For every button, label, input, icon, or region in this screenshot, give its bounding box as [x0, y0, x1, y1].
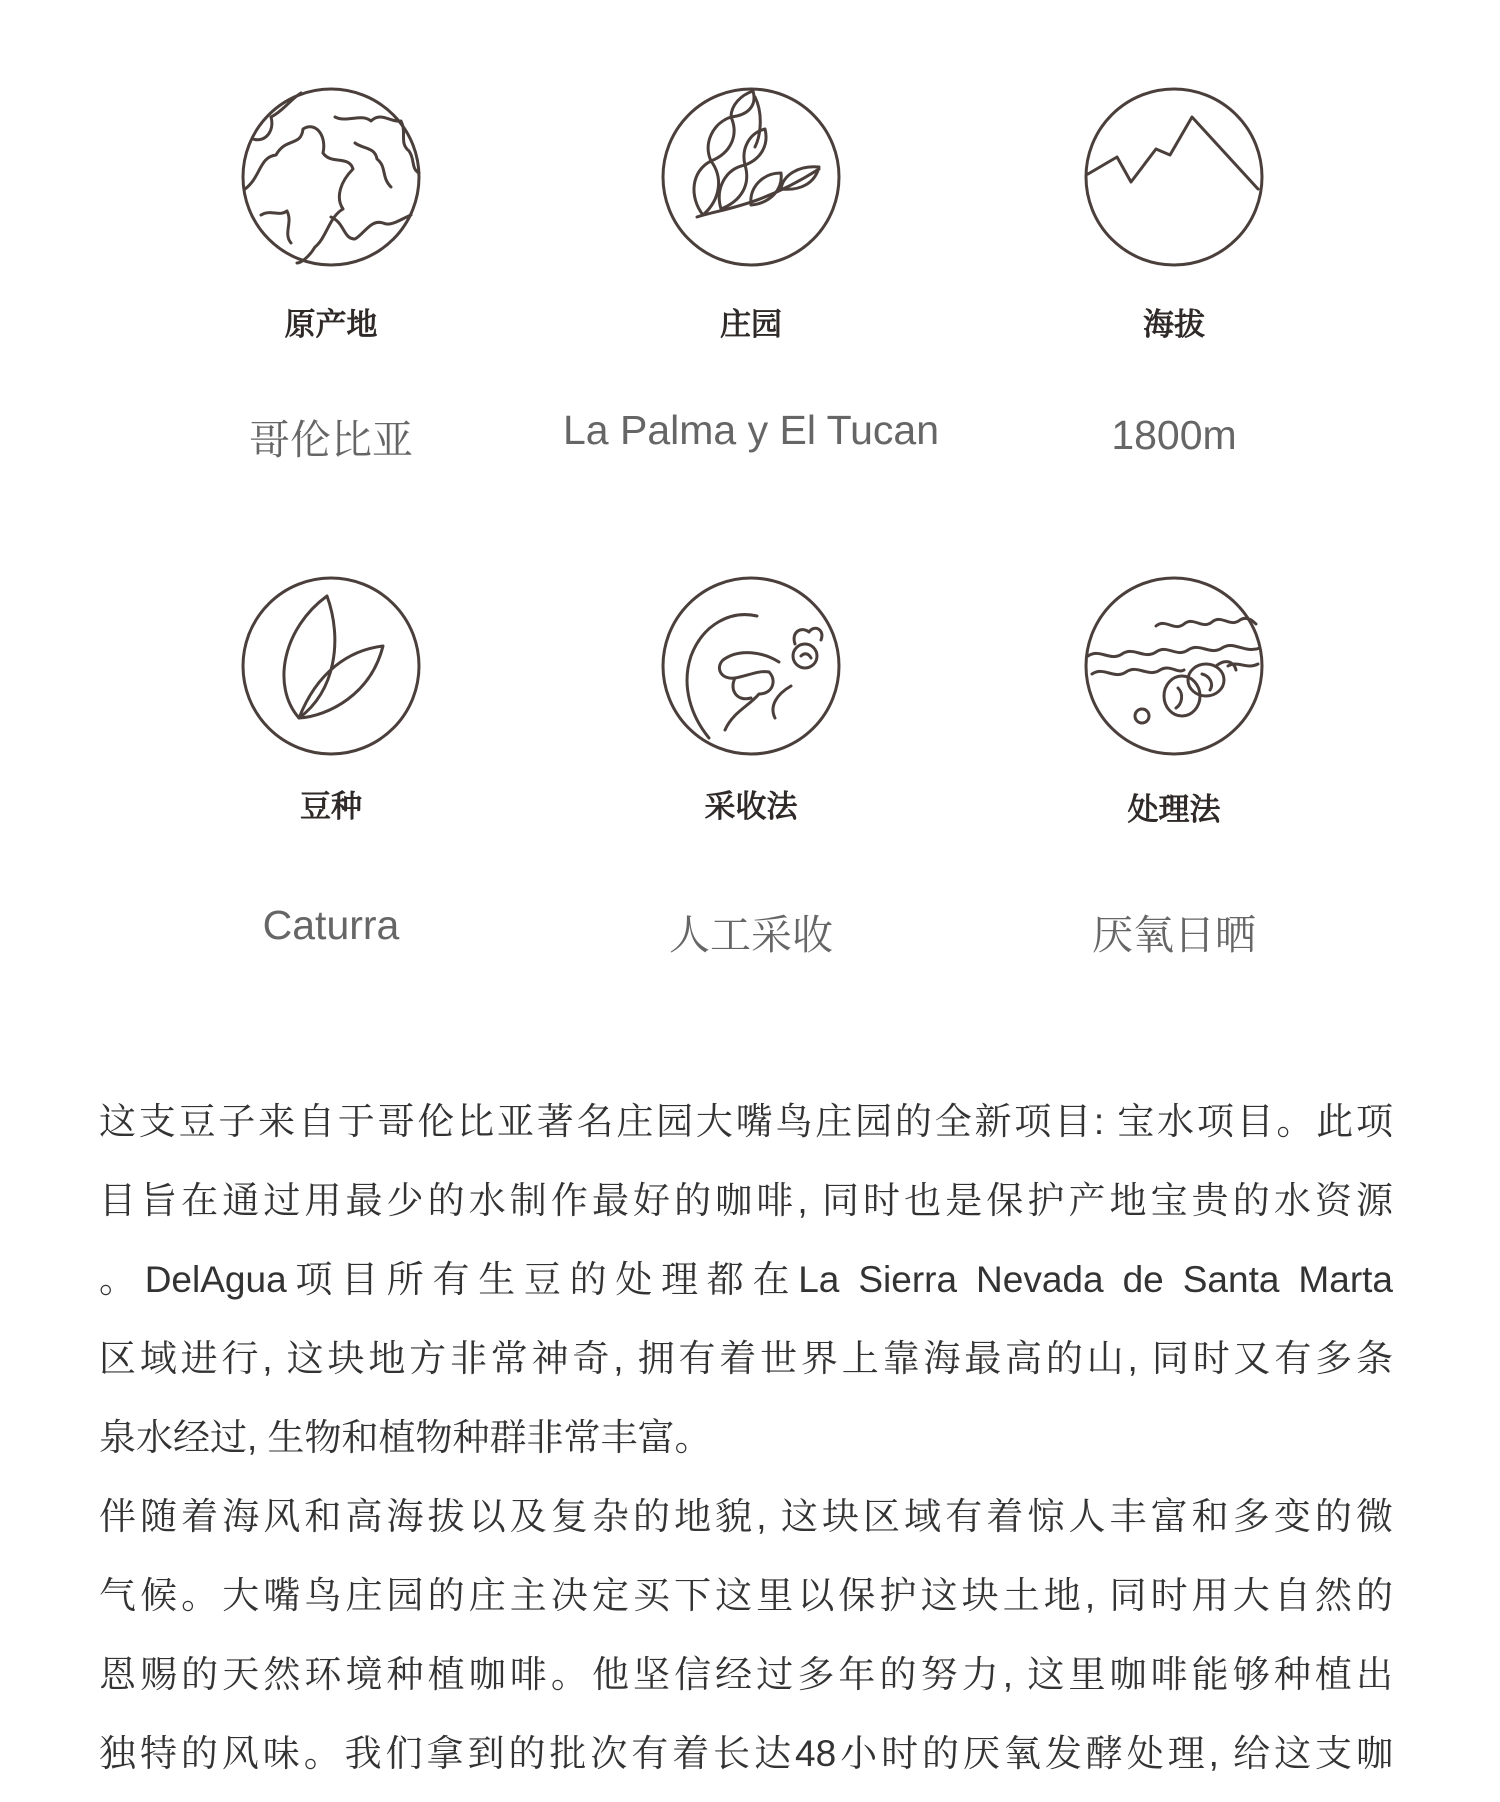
spec-variety	[121, 566, 541, 966]
spec-origin	[121, 77, 541, 477]
water-cherry-icon	[1074, 566, 1274, 766]
spec-estate	[541, 77, 961, 477]
spec-harvest	[541, 566, 961, 966]
spec-value: La Palma y El Tucan	[562, 407, 940, 453]
description-line: 区域进行, 这块地方非常神奇, 拥有着世界上靠海最高的山, 同时又有多条	[99, 1338, 1393, 1379]
description-line: 目旨在通过用最少的水制作最好的咖啡, 同时也是保护产地宝贵的水资源	[99, 1180, 1393, 1221]
spec-value: 哥伦比亚	[249, 417, 413, 463]
spec-process	[964, 566, 1384, 966]
spec-value: 厌氧日晒	[1092, 912, 1256, 958]
mountain-icon	[1074, 77, 1274, 277]
description-line: 这支豆子来自于哥伦比亚著名庄园大嘴鸟庄园的全新项目: 宝水项目。此项	[99, 1101, 1393, 1142]
spec-value: 人工采收	[669, 912, 833, 958]
spec-label: 采收法	[704, 789, 798, 824]
description-line: 泉水经过, 生物和植物种群非常丰富。	[99, 1417, 712, 1458]
description-line: 独特的风味。我们拿到的批次有着长达48小时的厌氧发酵处理, 给这支咖	[99, 1733, 1393, 1774]
map-icon	[231, 77, 431, 277]
spec-label: 庄园	[720, 307, 782, 342]
spec-label: 处理法	[1127, 792, 1221, 827]
description-line: 恩赐的天然环境种植咖啡。他坚信经过多年的努力, 这里咖啡能够种植出	[99, 1654, 1393, 1695]
description-line: 。DelAgua项目所有生豆的处理都在La Sierra Nevada de Santa Marta	[99, 1259, 1393, 1300]
coffee-branch-icon	[651, 77, 851, 277]
spec-label: 海拔	[1143, 307, 1205, 342]
spec-label: 原产地	[284, 307, 378, 342]
description-line: 伴随着海风和高海拔以及复杂的地貌, 这块区域有着惊人丰富和多变的微	[99, 1496, 1393, 1537]
spec-value: 1800m	[1111, 412, 1237, 458]
description	[99, 1082, 1393, 1793]
description-paragraph	[99, 1082, 1393, 1477]
hand-harvest-icon	[651, 566, 851, 766]
spec-altitude	[964, 77, 1384, 477]
spec-label: 豆种	[300, 789, 362, 824]
description-line: 气候。大嘴鸟庄园的庄主决定买下这里以保护这块土地, 同时用大自然的	[99, 1575, 1393, 1616]
description-paragraph	[99, 1477, 1393, 1793]
spec-value: Caturra	[262, 902, 400, 948]
leaf-icon	[231, 566, 431, 766]
